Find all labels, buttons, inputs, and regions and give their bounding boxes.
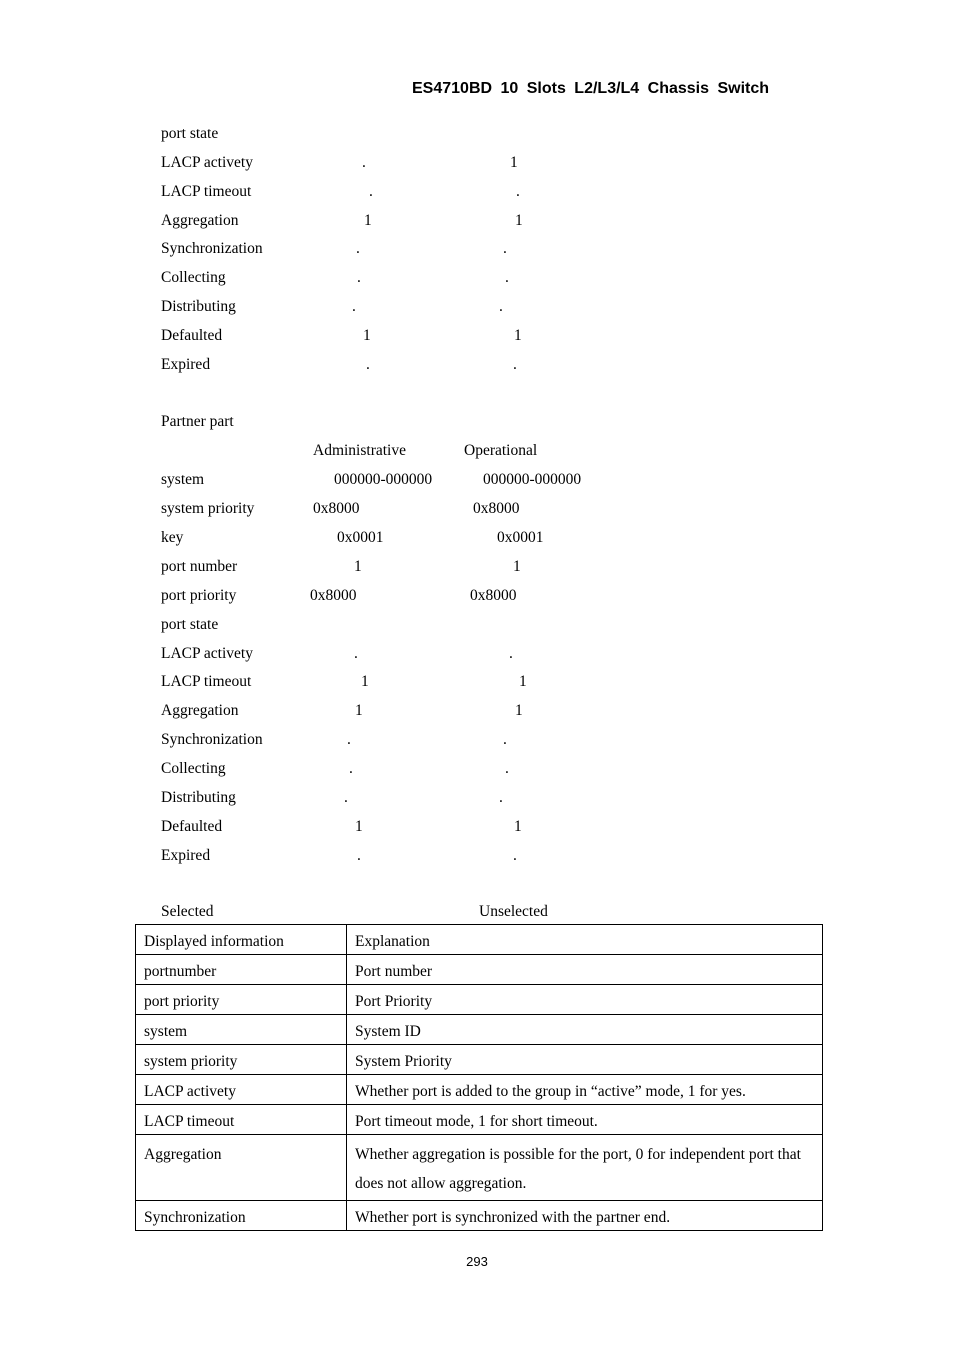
oper-value: 1 xyxy=(515,212,523,229)
page-number: 293 xyxy=(466,1254,488,1269)
table-row xyxy=(136,1201,823,1231)
field-label: system priority xyxy=(161,500,255,517)
row-label: Collecting xyxy=(161,269,226,286)
admin-value: . xyxy=(357,269,361,286)
oper-value: 1 xyxy=(515,702,523,719)
field-label: port number xyxy=(161,558,238,575)
oper-value: 1 xyxy=(513,558,521,575)
admin-value: 1 xyxy=(361,673,369,690)
actor-port-state-label: port state xyxy=(161,125,219,142)
table-row xyxy=(136,1045,823,1075)
column-header-operational: Operational xyxy=(464,442,538,459)
explanation-table xyxy=(135,924,823,1231)
admin-value: . xyxy=(349,760,353,777)
oper-value: . xyxy=(513,847,517,864)
admin-value: 1 xyxy=(364,212,372,229)
selected-label: Selected xyxy=(161,903,214,920)
oper-value: . xyxy=(513,356,517,373)
oper-value: 1 xyxy=(514,818,522,835)
table-cell: System Priority xyxy=(347,1045,823,1075)
table-cell: Port Priority xyxy=(347,985,823,1015)
oper-value: . xyxy=(499,789,503,806)
table-row xyxy=(136,1015,823,1045)
row-label: LACP timeout xyxy=(161,183,252,200)
row-label: LACP timeout xyxy=(161,673,252,690)
oper-value: . xyxy=(503,240,507,257)
oper-value: . xyxy=(505,269,509,286)
row-label: Defaulted xyxy=(161,327,223,344)
admin-value: 1 xyxy=(363,327,371,344)
table-row xyxy=(136,1075,823,1105)
row-label: Expired xyxy=(161,847,211,864)
row-label: Synchronization xyxy=(161,240,263,257)
partner-port-state-label: port state xyxy=(161,616,219,633)
table-cell: Whether port is synchronized with the partner end. xyxy=(347,1201,823,1231)
table-cell: LACP activety xyxy=(136,1075,347,1105)
oper-value: 1 xyxy=(514,327,522,344)
oper-value: . xyxy=(509,645,513,662)
table-cell: Aggregation xyxy=(136,1135,347,1201)
table-cell: LACP timeout xyxy=(136,1105,347,1135)
admin-value: . xyxy=(344,789,348,806)
oper-value: 0x8000 xyxy=(470,587,517,604)
partner-part-title: Partner part xyxy=(161,413,234,430)
table-header-cell: Displayed information xyxy=(136,925,347,955)
table-header-cell: Explanation xyxy=(347,925,823,955)
row-label: Distributing xyxy=(161,298,236,315)
table-cell: Whether aggregation is possible for the port, 0 for independent port that does not allow aggregation. xyxy=(347,1135,823,1201)
admin-value: 0x0001 xyxy=(337,529,384,546)
admin-value: . xyxy=(369,183,373,200)
admin-value: 0x8000 xyxy=(310,587,357,604)
table-cell: Port timeout mode, 1 for short timeout. xyxy=(347,1105,823,1135)
admin-value: . xyxy=(356,240,360,257)
oper-value: . xyxy=(516,183,520,200)
admin-value: . xyxy=(352,298,356,315)
admin-value: 0x8000 xyxy=(313,500,360,517)
admin-value: 1 xyxy=(355,702,363,719)
admin-value: 000000-000000 xyxy=(334,471,433,488)
table-cell: port priority xyxy=(136,985,347,1015)
table-cell: system xyxy=(136,1015,347,1045)
field-label: port priority xyxy=(161,587,237,604)
row-label: Collecting xyxy=(161,760,226,777)
document-header: ES4710BD 10 Slots L2/L3/L4 Chassis Switch xyxy=(412,80,770,97)
table-row xyxy=(136,955,823,985)
row-label: Defaulted xyxy=(161,818,223,835)
oper-value: 1 xyxy=(510,154,518,171)
table-cell: Synchronization xyxy=(136,1201,347,1231)
field-label: system xyxy=(161,471,205,488)
row-label: Expired xyxy=(161,356,211,373)
oper-value: 1 xyxy=(519,673,527,690)
row-label: Aggregation xyxy=(161,702,239,719)
admin-value: . xyxy=(354,645,358,662)
oper-value: 0x8000 xyxy=(473,500,520,517)
admin-value: . xyxy=(362,154,366,171)
row-label: Aggregation xyxy=(161,212,239,229)
table-row xyxy=(136,1105,823,1135)
unselected-label: Unselected xyxy=(479,903,548,920)
oper-value: . xyxy=(505,760,509,777)
row-label: Synchronization xyxy=(161,731,263,748)
row-label: LACP activety xyxy=(161,645,253,662)
admin-value: 1 xyxy=(354,558,362,575)
admin-value: . xyxy=(347,731,351,748)
table-cell: Whether port is added to the group in “active” mode, 1 for yes. xyxy=(347,1075,823,1105)
table-row xyxy=(136,985,823,1015)
table-row xyxy=(136,1135,823,1201)
table-cell: System ID xyxy=(347,1015,823,1045)
row-label: LACP activety xyxy=(161,154,253,171)
table-cell: Port number xyxy=(347,955,823,985)
oper-value: . xyxy=(503,731,507,748)
table-cell: portnumber xyxy=(136,955,347,985)
oper-value: 000000-000000 xyxy=(483,471,582,488)
admin-value: 1 xyxy=(355,818,363,835)
admin-value: . xyxy=(357,847,361,864)
admin-value: . xyxy=(366,356,370,373)
table-header-row xyxy=(136,925,823,955)
field-label: key xyxy=(161,529,184,546)
row-label: Distributing xyxy=(161,789,236,806)
column-header-administrative: Administrative xyxy=(313,442,406,459)
table-cell: system priority xyxy=(136,1045,347,1075)
oper-value: . xyxy=(499,298,503,315)
oper-value: 0x0001 xyxy=(497,529,544,546)
